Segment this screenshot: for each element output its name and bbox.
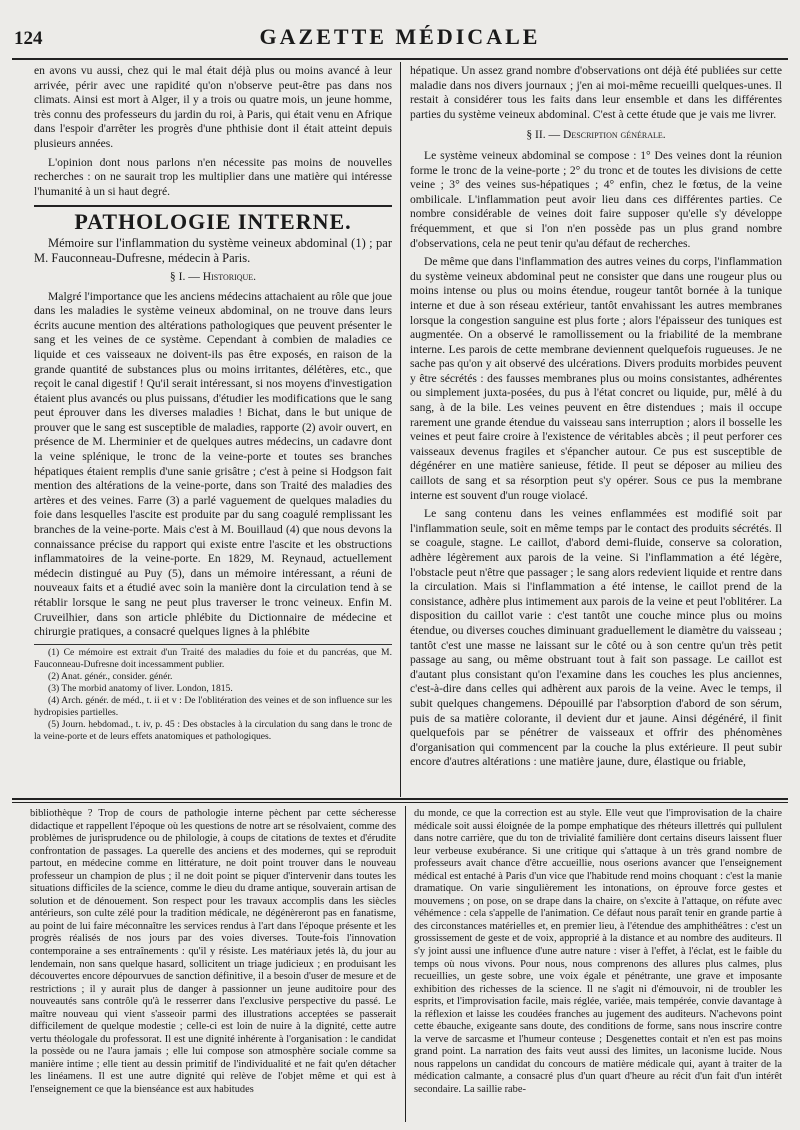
page-header: [0, 14, 800, 54]
right-column: [410, 64, 782, 770]
feuilleton-paragraph: du monde, ce que la correction est au style. Elle veut que l'improvisation de la chaire médicale soit aussi éloignée de la pompe emphatique des rhéteurs illettrés qui pullulent dans notre carrière, que du ton de trivialité familière dont certains diseurs laissent fluer leur verbeuse exubérance. Si une critique qui s'attaque à un très grand nombre de professeurs avait chance d'être accueillie, nous oserions avancer que l'enseignement médical est entaché à Paris d'un vice que l'habitude rend moins choquant : c'est la manie dramatique. On varie singulièrement les intonations, on éprouve force gestes et mouvemens ; on pose, on se drape dans la chaire, on s'excite à l'attaque, on réfute avec véhémence : cela s'appelle de l'animation. Ce défaut nous paraît tenir en grande partie à des circonstances matérielles et, en premier lieu, à l'étendue des amphithéâtres : c'est un grossissement de geste et de voix, approprié à la distance et au nombre des auditeurs. Il s'y joint aussi une influence d'une autre nature : viser à l'effet, à l'éclat, est le faible du temps où nous vivons. Pour nous, nous comprenons des allures plus calmes, plus recueillies, un geste sobre, une voix égale et pénétrante, une grave et imposante exhibition des richesses de la science. Il ne s'agit ni d'émouvoir, ni de troubler les esprits, et l'improvisation facile, mais réglée, variée, mais tempérée, convie davantage à la réflexion et laisse les coudées franches au jugement des auditeurs. N'achevons point cette ébauche, exigeante sans doute, des conditions de forme, sans nous inscrire contre la verve de sarcasme et l'humeur conteuse ; Desgenettes contait et n'en est pas moins grand point. La narration des faits veut aussi des limites, un laconisme lucide. Nous nous rappelons un candidat du concours de matière médicale qui, ayant à traiter de la médication calmante, a consacré plus d'un quart d'heure au récit d'un fait d'un intérêt secondaire. La saillie rabe-: [414, 808, 782, 1096]
journal-title: GAZETTE MÉDICALE: [259, 24, 541, 49]
feuilleton-paragraph: bibliothèque ? Trop de cours de pathologie interne pèchent par cette sécheresse didactique et rappellent l'époque où les questions de notre art se résolvaient, comme des problèmes de jurisprudence ou de philologie, à coups de citations de textes et d'érudite confrontation de passages. La querelle des anciens et des modernes, qui se reproduit partout, en médecine comme en littérature, ne doit point trouver dans le nouveau professeur un champion de plus ; il ne doit point se piquer d'intervenir dans toutes les situations difficiles de la science, comme le dieu du drame antique, souverain artisan de solution et de dénouement. Son respect pour les travaux accomplis dans les siècles antérieurs, son culte zélé pour la tradition médicale, ne dégénèreront pas en fanatisme, au point de lui faire méconnaître les services rendus à l'art dans l'époque présente et les progrès réalisés de nos jours par des voies diverses. Toute-fois l'innovation contemporaine a ses entraînements : qu'il y résiste. Les matériaux jetés là, du jour au lendemain, non sans quelque hasard, sollicitent un triage judicieux ; en produisant les découvertes encore dépourvues de sanction définitive, il a besoin d'user de mesure et de restrictions ; il y aurait plus de danger à passionner un jeune auditoire pour des nouveautés sans contrôle qu'à le resserrer dans l'exclusive perspective du passé. Le maître nouveau qui vient s'asseoir parmi des illustrations acceptées se passerait difficilement de quelque modestie ; celle-ci est loin de nuire à la dignité, cette autre vertu théologale du professorat. Il est une dignité inhérente à l'organisation : le candidat la possède ou ne l'aura jamais ; elle lui compose son atmosphère sociale comme sa manière intime ; elle tient au dessin primitif de l'individualité et ne fait qu'en détacher les linéamens. Il est une autre dignité qui relève de l'objet même et qui est à l'enseignement ce que la bienséance est aux habitudes: [30, 808, 396, 1096]
left-paragraph: en avons vu aussi, chez qui le mal était déjà plus ou moins avancé à leur arrivée, périr avec une rapidité qu'on n'observe peut-être pas dans nos climats. Ainsi est mort à Alger, il y a trois ou quatre mois, un jeune homme, très connu des professeurs du jardin du roi, à Paris, qui était venu en Afrique dans l'espoir d'arrêter les progrès d'une phthisie dont il était atteint depuis plusieurs années.: [34, 64, 392, 150]
page-number: 124: [14, 28, 43, 49]
feuilleton-rule: [12, 798, 788, 800]
footnote: (2) Anat. génér., consider. génér.: [48, 670, 173, 682]
section-heading-text: § I. — Historique.: [169, 269, 257, 283]
feuilleton-right: [414, 808, 782, 1097]
header-rule: [12, 58, 788, 60]
footnote: (5) Journ. hebdomad., t. iv, p. 45 : Des obstacles à la circulation du sang dans le tronc de la veine-porte et de leurs effets anatomiques et pathologiques.: [34, 718, 392, 742]
footnote: (3) The morbid anatomy of liver. London, 1815.: [48, 682, 233, 694]
memoir-title: Mémoire sur l'inflammation du système veineux abdominal (1) ; par M. Fauconneau-Dufresne, médecin à Paris.: [34, 235, 392, 265]
left-paragraph: Malgré l'importance que les anciens médecins attachaient au rôle que joue dans les maladies le système veineux abdominal, on ne trouve dans leurs écrits aucune mention des altérations pathologiques que peuvent présenter le sang et les veines de ce système. Cependant à combien de maladies ce liquide et ces vaisseaux ne doivent-ils pas être exposés, en raison de la grande quantité de substances plus ou moins irritantes, délétères, etc., que reçoit le canal digestif ! Qu'il serait intéressant, si nos moyens d'investigation étaient plus avancés ou plus puissans, d'étudier les modifications que le sang peut éprouver dans les diverses maladies ! Bichat, dans le but unique de prouver que le sang est susceptible de maladies, rapporte (2) avoir ouvert, en présence de M. Lherminier et de quelques autres médecins, un cadavre dont la veine splénique, le tronc de la veine-porte et toutes ses branches hépatiques étaient remplis d'une sanie grisâtre ; c'est à peine si Hodgson fait mention des altérations de la veine-porte, dans son Traité des maladies des artères et des veines. Farre (3) a parlé vaguement de quelques maladies du foie dans lesquelles l'ascite est produite par du sang coagulé remplissant les branches de la veine-porte. Mais c'est à M. Bouillaud (4) que nous devons la connaissance précise du rapport qui existe entre l'ascite et les obstructions inflammatoires de la veine-porte. En 1829, M. Reynaud, actuellement médecin distingué au Puy (5), dans un mémoire intéressant, a réuni de nouveaux faits et a étudié avec soin la manière dont la circulation tend à se rétablir lorsque le sang ne peut plus traverser le tronc veineux. Enfin M. Cruveilhier, dans son article phlébite du Dictionnaire de médecine et chirurgie pratiques, a consacré quelques lignes à la phlébite: [34, 289, 392, 639]
section-rule: [34, 205, 392, 207]
column-divider-bottom: [405, 806, 406, 1122]
left-paragraph: L'opinion dont nous parlons n'en nécessite pas moins de nouvelles recherches : on ne saurait trop les multiplier dans une matière qui intéresse l'humanité à un si haut degré.: [34, 155, 392, 198]
section-heading: [410, 128, 782, 143]
footnote: (1) Ce mémoire est extrait d'un Traité des maladies du foie et du pancréas, que M. Fauconneau-Dufresne doit incessamment publier.: [34, 646, 392, 670]
footnote: (4) Arch. génér. de méd., t. ii et v : De l'oblitération des veines et de son influence sur les hydropisies partielles.: [34, 694, 392, 718]
column-divider-top: [400, 62, 401, 797]
right-paragraph: De même que dans l'inflammation des autres veines du corps, l'inflammation du système veineux abdominal peut ne consister que dans une rougeur plus ou moins intense ou plus ou moins étendue, rougeur tantôt bornée à la tunique interne et due à son réseau extérieur, tantôt envahissant les autres membranes lorsque la congestion sanguine est plus forte ; alors l'épaisseur des tuniques est augmentée. On a observé le ramollissement ou la friabilité de la membrane interne. Les parois de cette membrane deviennent quelquefois rugueuses. Je ne sache pas qu'on y ait observé des ulcérations. Divers produits morbides peuvent y être sécrétés : des fausses membranes plus ou moins consistantes, adhérentes ou simplement juxta-posées, du pus à l'état concret ou liquide, pur, mêlé à du sang, à de la bile. Les veines peuvent en être distendues ; mais il occupe rarement une grande étendue du vaisseau sans interruption ; alors il bosselle les veines et peut faire croire à l'existence de véritables abcès ; il peut perforer ces vaisseaux devenus fragiles et s'épancher autour. Ce pus est susceptible de dégénérer en une matière sanieuse, fétide. Il peut se déposer au milieu des caillots de sang et sa résorption peut s'y opérer. Sous ce pus la membrane interne est souvent d'un rouge violacé.: [410, 255, 782, 502]
right-paragraph: Le système veineux abdominal se compose : 1° Des veines dont la réunion forme le tronc de la veine-porte ; 2° du tronc et de toutes les divisions de cette veine ; 3° des veines sus-hépatiques ; 4° enfin, chez le fœtus, de la veine ombilicale. L'inflammation peut avoir lieu dans ces différentes parties. Ce nombre considérable de veines doit faire supposer qu'elle s'y développe fréquemment, et que si l'on n'en possède pas un plus grand nombre d'observations, cela ne peut tenir qu'au défaut de recherches.: [410, 148, 782, 250]
section-heading: [34, 270, 392, 285]
section-title: PATHOLOGIE INTERNE.: [74, 209, 352, 235]
feuilleton-left: [30, 808, 396, 1097]
right-paragraph: hépatique. Un assez grand nombre d'observations ont déjà été publiées sur cette maladie dans nos divers journaux ; j'en ai moi-même recueilli quelques-unes. Il restait à considérer tous les faits dans leur ensemble et dans les différentes parties du système veineux abdominal. C'est à cette étude que je vais me livrer.: [410, 64, 782, 121]
section-heading-text: § II. — Description générale.: [526, 128, 666, 142]
feuilleton-rule-thin: [12, 802, 788, 803]
footnotes: [34, 644, 392, 743]
left-column: [34, 64, 392, 743]
right-paragraph: Le sang contenu dans les veines enflammées est modifié soit par l'inflammation seule, soit en même temps par le contact des produits sécrétés. Il se coagule, stagne. Le caillot, d'abord demi-fluide, conserve sa coloration, adhère légèrement aux parois de la veine. Si l'inflammation a été légère, l'obstacle peut n'être que passager ; le sang alors redevient liquide et rentre dans la circulation. Mais si l'inflammation a été intense, le caillot prend de la consistance, adhère plus intimement aux parois de la veine et peut l'oblitérer. La disposition du caillot varie : c'est tantôt une couche mince plus ou moins étendue, ou diverses couches diminuant graduellement le diamètre du vaisseau ; tantôt c'est une masse ne laissant sur le côté ou à son centre qu'un très petit passage au sang, ou même obstruant tout à fait son passage. Le caillot est d'autant plus consistant qu'on l'examine dans les couches les plus anciennes, c'est-à-dire dans celles qui adhèrent aux parois de la veine. Avec le temps, il subit quelques changemens. Dépouillé par l'absorption d'abord de son sérum, puis de sa matière colorante, il devient dur et jaune. Ainsi dégénéré, il finit quelquefois par se pénétrer de vaisseaux et offrir des phénomènes d'organisation qui commencent par la couche la plus extérieure. Il peut subir encore d'autres altérations : une matière jaune, dure, élastique ou friable,: [410, 507, 782, 769]
